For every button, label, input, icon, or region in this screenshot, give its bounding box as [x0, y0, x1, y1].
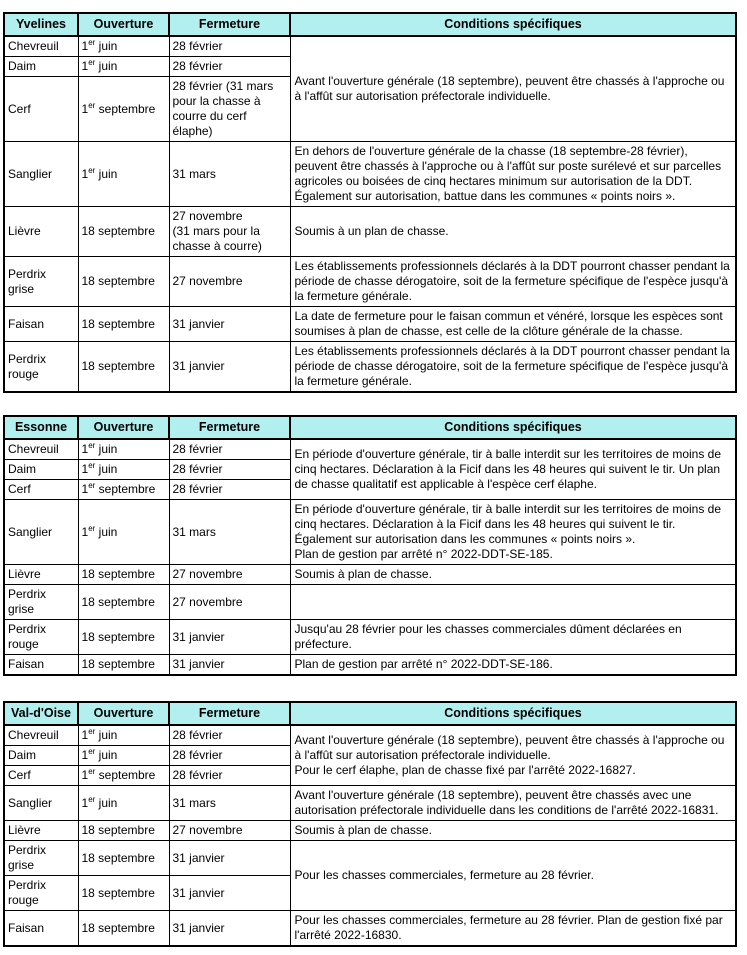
species-cell: Perdrix rouge [4, 620, 78, 655]
ordinal-superscript: er [88, 767, 96, 776]
conditions-cell: Soumis à plan de chasse. [290, 565, 736, 585]
table-row [4, 841, 736, 876]
fermeture-cell: 28 février [169, 480, 290, 500]
conditions-cell: En période d'ouverture générale, tir à balle interdit sur les territoires de moins de cinq hectares. Déclaration à la Ficif dans les 48 heures qui suivent le tir. Également sur autorisation dans les communes « points noirs ». Plan de gestion par arrêté n° 2022-DDT-SE-185. [290, 500, 736, 565]
conditions-cell: Avant l'ouverture générale (18 septembre), peuvent être chassés à l'approche ou à l'affût sur autorisation préfectorale individuelle. [290, 36, 736, 142]
department-header: Essonne [4, 416, 78, 439]
fermeture-cell: 28 février [169, 746, 290, 766]
ordinal-superscript: er [88, 165, 96, 175]
table-row [4, 655, 736, 676]
fermeture-cell: 27 novembre [169, 565, 290, 585]
fermeture-cell: 28 février [169, 57, 290, 77]
ouverture-cell: 1er juin [78, 460, 169, 480]
table-row [4, 207, 736, 257]
conditions-cell: Pour les chasses commerciales, fermeture au 28 février. Plan de gestion fixé par l'arrêté 2022-16830. [290, 911, 736, 947]
ouverture-cell: 1er juin [78, 142, 169, 207]
conditions-header: Conditions spécifiques [290, 13, 736, 36]
conditions-cell: En dehors de l'ouverture générale de la chasse (18 septembre-28 février), peuvent être chassés à l'approche ou à l'affût sur poste surélevé et sur parcelles agricoles ou boisées de cinq hectares minimum sur autorisation de la DDT. Également sur autorisation, battue dans les communes « points noirs ». [290, 142, 736, 207]
ouverture-cell: 18 septembre [78, 307, 169, 342]
season-table-essonne [3, 415, 737, 676]
table-row [4, 257, 736, 307]
species-cell: Faisan [4, 911, 78, 947]
species-cell: Perdrix grise [4, 257, 78, 307]
table-row [4, 585, 736, 620]
table-row [4, 307, 736, 342]
table-row [4, 725, 736, 746]
species-cell: Sanglier [4, 500, 78, 565]
table-row [4, 142, 736, 207]
conditions-cell: Les établissements professionnels déclarés à la DDT pourront chasser pendant la période de chasse dérogatoire, soit de la fermeture spécifique de l'espèce jusqu'à la fermeture générale. [290, 257, 736, 307]
conditions-cell: Jusqu'au 28 février pour les chasses commerciales dûment déclarées en préfecture. [290, 620, 736, 655]
ouverture-cell: 18 septembre [78, 911, 169, 947]
species-cell: Perdrix rouge [4, 876, 78, 911]
conditions-cell: Soumis à un plan de chasse. [290, 207, 736, 257]
ordinal-superscript: er [88, 441, 96, 450]
ouverture-cell: 1er juin [78, 725, 169, 746]
conditions-cell: Soumis à plan de chasse. [290, 821, 736, 841]
ouverture-cell: 18 septembre [78, 257, 169, 307]
fermeture-cell: 31 mars [169, 786, 290, 821]
fermeture-header: Fermeture [169, 416, 290, 439]
ordinal-superscript: er [88, 100, 96, 110]
tables-container [3, 12, 737, 947]
fermeture-cell: 27 novembre [169, 821, 290, 841]
header-row [4, 13, 736, 36]
fermeture-cell: 31 janvier [169, 620, 290, 655]
fermeture-cell: 31 mars [169, 500, 290, 565]
fermeture-header: Fermeture [169, 702, 290, 725]
species-cell: Perdrix grise [4, 585, 78, 620]
ordinal-superscript: er [88, 58, 96, 67]
ouverture-cell: 1er juin [78, 746, 169, 766]
species-cell: Daim [4, 57, 78, 77]
ordinal-superscript: er [88, 727, 96, 736]
table-row [4, 342, 736, 393]
table-row [4, 565, 736, 585]
ordinal-superscript: er [88, 794, 96, 804]
conditions-cell: Avant l'ouverture générale (18 septembre), peuvent être chassés à l'approche ou à l'affût sur autorisation préfectorale individuelle. Pour le cerf élaphe, plan de chasse fixé par l'arrêté 2022-16827. [290, 725, 736, 786]
ouverture-cell: 1er juin [78, 36, 169, 57]
fermeture-cell: 27 novembre [169, 585, 290, 620]
species-cell: Perdrix rouge [4, 342, 78, 393]
ouverture-cell: 1er septembre [78, 480, 169, 500]
fermeture-cell: 28 février [169, 460, 290, 480]
fermeture-header: Fermeture [169, 13, 290, 36]
species-cell: Cerf [4, 480, 78, 500]
ouverture-cell: 1er juin [78, 786, 169, 821]
season-table-val-d-oise [3, 701, 737, 947]
conditions-cell: En période d'ouverture générale, tir à balle interdit sur les territoires de moins de cinq hectares. Déclaration à la Ficif dans les 48 heures qui suivent le tir. Un plan de chasse qualitatif est applicable à l'espèce cerf élaphe. [290, 439, 736, 500]
ouverture-cell: 18 septembre [78, 620, 169, 655]
ouverture-cell: 18 septembre [78, 655, 169, 676]
fermeture-cell: 27 novembre [169, 257, 290, 307]
fermeture-cell: 31 janvier [169, 655, 290, 676]
ouverture-cell: 1er juin [78, 57, 169, 77]
table-row [4, 786, 736, 821]
conditions-cell: Plan de gestion par arrêté n° 2022-DDT-SE-186. [290, 655, 736, 676]
table-row [4, 500, 736, 565]
ouverture-cell: 18 septembre [78, 565, 169, 585]
ouverture-cell: 1er juin [78, 439, 169, 460]
species-cell: Lièvre [4, 207, 78, 257]
ouverture-header: Ouverture [78, 13, 169, 36]
species-cell: Perdrix grise [4, 841, 78, 876]
fermeture-cell: 31 janvier [169, 876, 290, 911]
ouverture-cell: 18 septembre [78, 841, 169, 876]
fermeture-cell: 31 janvier [169, 841, 290, 876]
table-row [4, 620, 736, 655]
table-row [4, 439, 736, 460]
ordinal-superscript: er [88, 461, 96, 470]
fermeture-cell: 31 janvier [169, 911, 290, 947]
species-cell: Sanglier [4, 786, 78, 821]
header-row [4, 702, 736, 725]
ordinal-superscript: er [88, 747, 96, 756]
species-cell: Chevreuil [4, 439, 78, 460]
species-cell: Cerf [4, 77, 78, 142]
species-cell: Chevreuil [4, 725, 78, 746]
fermeture-cell: 31 mars [169, 142, 290, 207]
species-cell: Daim [4, 746, 78, 766]
species-cell: Lièvre [4, 821, 78, 841]
table-row [4, 821, 736, 841]
ordinal-superscript: er [88, 481, 96, 490]
ouverture-cell: 1er septembre [78, 766, 169, 786]
conditions-cell [290, 585, 736, 620]
ordinal-superscript: er [88, 38, 96, 47]
species-cell: Cerf [4, 766, 78, 786]
ouverture-cell: 18 septembre [78, 207, 169, 257]
fermeture-cell: 31 janvier [169, 307, 290, 342]
table-row [4, 911, 736, 947]
conditions-cell: Les établissements professionnels déclarés à la DDT pourront chasser pendant la période de chasse dérogatoire, soit de la fermeture spécifique de l'espèce jusqu'à la fermeture générale. [290, 342, 736, 393]
species-cell: Chevreuil [4, 36, 78, 57]
conditions-header: Conditions spécifiques [290, 702, 736, 725]
species-cell: Faisan [4, 307, 78, 342]
species-cell: Lièvre [4, 565, 78, 585]
ouverture-cell: 18 septembre [78, 821, 169, 841]
ouverture-cell: 18 septembre [78, 585, 169, 620]
ouverture-header: Ouverture [78, 416, 169, 439]
conditions-cell: Avant l'ouverture générale (18 septembre), peuvent être chassés avec une autorisation préfectorale individuelle dans les conditions de l'arrêté 2022-16831. [290, 786, 736, 821]
species-cell: Daim [4, 460, 78, 480]
species-cell: Sanglier [4, 142, 78, 207]
ouverture-header: Ouverture [78, 702, 169, 725]
department-header: Val-d'Oise [4, 702, 78, 725]
fermeture-cell: 27 novembre (31 mars pour la chasse à courre) [169, 207, 290, 257]
fermeture-cell: 28 février [169, 725, 290, 746]
department-header: Yvelines [4, 13, 78, 36]
ouverture-cell: 1er juin [78, 500, 169, 565]
fermeture-cell: 28 février [169, 36, 290, 57]
table-row [4, 36, 736, 57]
ordinal-superscript: er [88, 523, 96, 533]
fermeture-cell: 31 janvier [169, 342, 290, 393]
conditions-cell: La date de fermeture pour le faisan commun et vénéré, lorsque les espèces sont soumises à plan de chasse, est celle de la clôture générale de la chasse. [290, 307, 736, 342]
species-cell: Faisan [4, 655, 78, 676]
season-table-yvelines [3, 12, 737, 393]
conditions-header: Conditions spécifiques [290, 416, 736, 439]
ouverture-cell: 18 septembre [78, 876, 169, 911]
fermeture-cell: 28 février [169, 439, 290, 460]
fermeture-cell: 28 février (31 mars pour la chasse à courre du cerf élaphe) [169, 77, 290, 142]
ouverture-cell: 18 septembre [78, 342, 169, 393]
conditions-cell: Pour les chasses commerciales, fermeture au 28 février. [290, 841, 736, 911]
header-row [4, 416, 736, 439]
ouverture-cell: 1er septembre [78, 77, 169, 142]
fermeture-cell: 28 février [169, 766, 290, 786]
